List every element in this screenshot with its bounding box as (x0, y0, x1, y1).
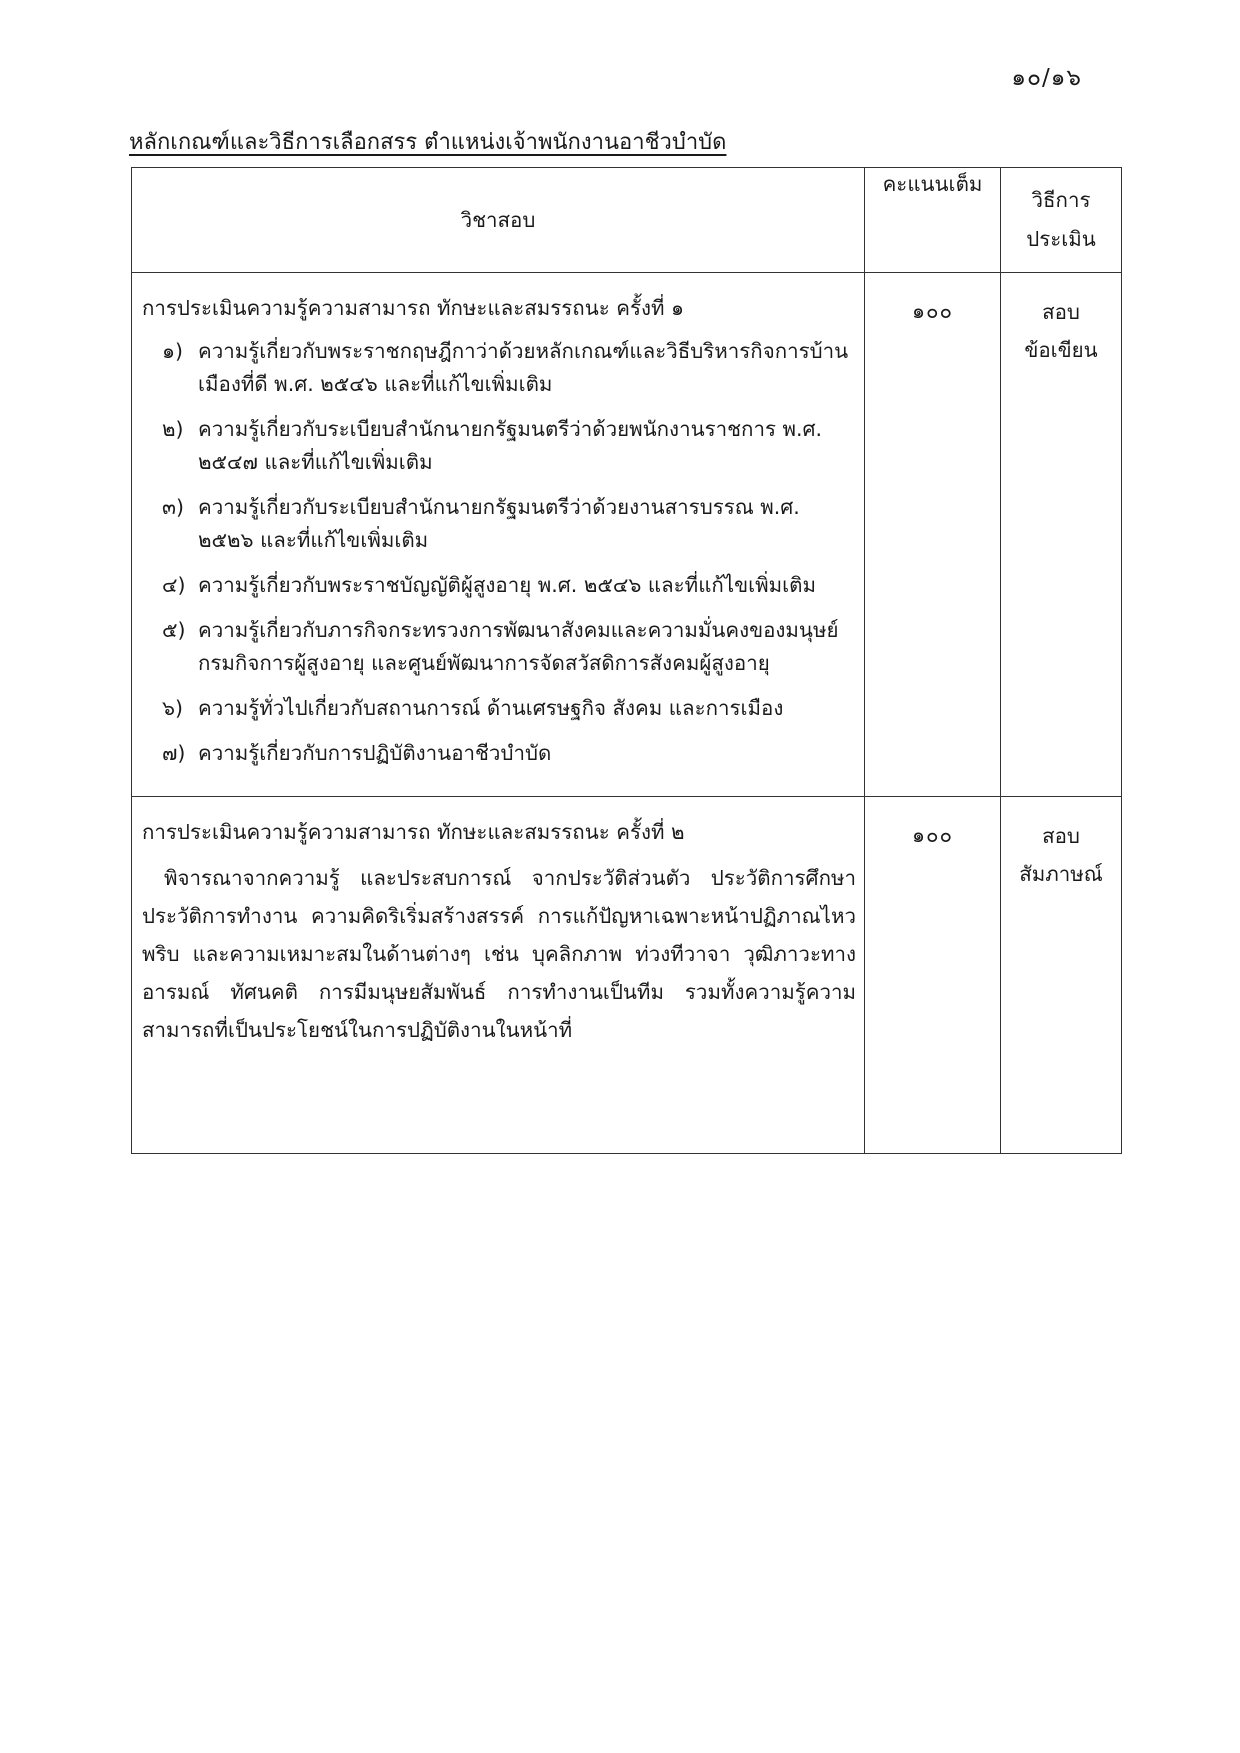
header-subject: วิชาสอบ (132, 168, 865, 273)
table-header-row (132, 168, 1122, 273)
item-number: ๖) (162, 696, 184, 720)
section2-paragraph: พิจารณาจากความรู้ และประสบการณ์ จากประวัติส่วนตัว ประวัติการศึกษา ประวัติการทำงาน ความคิดริเริ่มสร้างสรรค์ การแก้ปัญหาเฉพาะหน้าปฏิภาณไหวพริบ และความเหมาะสมในด้านต่างๆ เช่น บุคลิกภาพ ท่วงทีวาจา วุฒิภาวะทางอารมณ์ ทัศนคติ การมีมนุษยสัมพันธ์ การทำงานเป็นทีม รวมทั้งความรู้ความสามารถที่เป็นประโยชน์ในการปฏิบัติงานในหน้าที่ (142, 866, 856, 1042)
list-item (142, 569, 856, 602)
criteria-table (131, 167, 1122, 1154)
header-method-line2: ประเมิน (1026, 227, 1096, 251)
item-text: ความรู้เกี่ยวกับระเบียบสำนักนายกรัฐมนตรีว่าด้วยงานสารบรรณ พ.ศ. ๒๕๒๖ และที่แก้ไขเพิ่มเติม (198, 495, 800, 552)
item-text: ความรู้เกี่ยวกับพระราชกฤษฎีกาว่าด้วยหลักเกณฑ์และวิธีบริหารกิจการบ้านเมืองที่ดี พ.ศ. ๒๕๔๖ และที่แก้ไขเพิ่มเติม (198, 339, 849, 396)
item-text: ความรู้เกี่ยวกับภารกิจกระทรวงการพัฒนาสังคมและความมั่นคงของมนุษย์ กรมกิจการผู้สูงอายุ และศูนย์พัฒนาการจัดสวัสดิการสังคมผู้สูงอายุ (198, 618, 839, 675)
item-text: ความรู้เกี่ยวกับการปฏิบัติงานอาชีวบำบัด (198, 741, 552, 765)
item-text: ความรู้เกี่ยวกับระเบียบสำนักนายกรัฐมนตรีว่าด้วยพนักงานราชการ พ.ศ. ๒๕๔๗ และที่แก้ไขเพิ่มเติม (198, 417, 823, 474)
list-item (142, 413, 856, 479)
item-text: ความรู้ทั่วไปเกี่ยวกับสถานการณ์ ด้านเศรษฐกิจ สังคม และการเมือง (198, 696, 784, 720)
item-number: ๔) (162, 573, 186, 597)
section1-method-line1: สอบ (1042, 300, 1080, 324)
list-item (142, 737, 856, 770)
section2-method (1001, 797, 1122, 1154)
header-method-line1: วิธีการ (1031, 188, 1091, 212)
item-number: ๕) (162, 618, 186, 642)
header-score: คะแนนเต็ม (865, 168, 1001, 273)
page-number: ๑๐/๑๖ (1011, 65, 1082, 91)
list-item (142, 614, 856, 680)
section1-heading: การประเมินความรู้ความสามารถ ทักษะและสมรรถนะ ครั้งที่ ๑ (142, 296, 685, 320)
section2-subject-cell (132, 797, 865, 1154)
section1-method (1001, 273, 1122, 797)
section1-subject-cell (132, 273, 865, 797)
section1-score: ๑๐๐ (865, 273, 1001, 797)
document-title: หลักเกณฑ์และวิธีการเลือกสรร ตำแหน่งเจ้าพนักงานอาชีวบำบัด (129, 130, 727, 155)
item-text: ความรู้เกี่ยวกับพระราชบัญญัติผู้สูงอายุ พ.ศ. ๒๕๔๖ และที่แก้ไขเพิ่มเติม (198, 573, 817, 597)
section2-method-line1: สอบ (1042, 824, 1080, 848)
header-method (1001, 168, 1122, 273)
item-number: ๗) (162, 741, 186, 765)
item-number: ๓) (162, 495, 185, 519)
table-row-section2 (132, 797, 1122, 1154)
section2-heading: การประเมินความรู้ความสามารถ ทักษะและสมรรถนะ ครั้งที่ ๒ (142, 820, 685, 844)
table-row-section1 (132, 273, 1122, 797)
list-item (142, 335, 856, 401)
list-item (142, 692, 856, 725)
section2-score: ๑๐๐ (865, 797, 1001, 1154)
section1-method-line2: ข้อเขียน (1024, 338, 1098, 362)
item-number: ๒) (162, 417, 184, 441)
list-item (142, 491, 856, 557)
item-number: ๑) (162, 339, 184, 363)
section2-method-line2: สัมภาษณ์ (1019, 862, 1103, 886)
